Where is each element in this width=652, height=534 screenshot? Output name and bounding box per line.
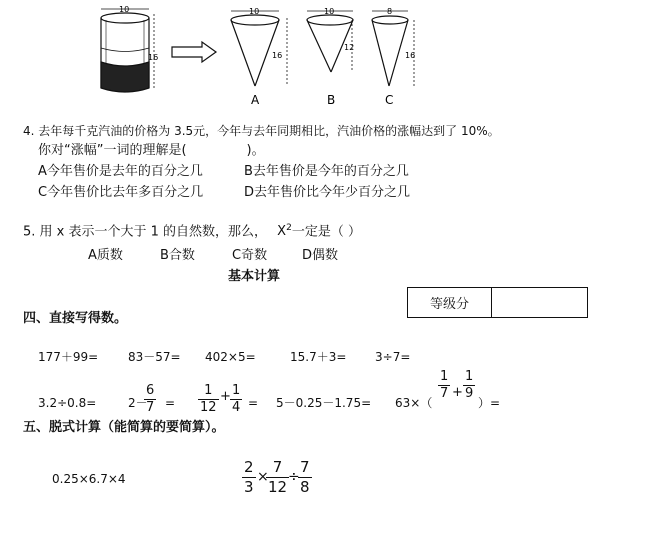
denominator: 4 xyxy=(232,400,241,415)
plus-sign: + xyxy=(220,389,231,404)
cylinder-cone-figure xyxy=(0,0,652,112)
q4-option-d: D去年售价比今年少百分之几 xyxy=(244,185,411,200)
numerator: 2 xyxy=(244,458,254,476)
fraction xyxy=(198,384,219,415)
cone-c-height-label: 16 xyxy=(405,51,416,60)
numerator: 1 xyxy=(465,369,474,384)
numerator: 6 xyxy=(146,383,155,398)
denominator: 3 xyxy=(244,478,254,496)
q4-line2-prefix: 你对“涨幅”一词的理解是( xyxy=(38,143,187,158)
fraction xyxy=(438,370,450,401)
calc-item: 5－0.25－1.75= xyxy=(276,396,372,410)
fraction xyxy=(230,384,242,415)
calc-item: = xyxy=(248,396,259,410)
cone-a-top-label: 10 xyxy=(249,7,260,16)
cone-b xyxy=(307,11,353,72)
calc-item: ）= xyxy=(478,396,501,410)
cone-a xyxy=(231,11,287,86)
q4-line1: 4. 去年每千克汽油的价格为 3.5元，今年与去年同期相比，汽油价格的涨幅达到了 10%。 xyxy=(23,124,500,138)
denominator: 9 xyxy=(465,386,474,401)
fraction xyxy=(144,384,156,415)
fraction xyxy=(266,459,289,496)
times-sign: × xyxy=(257,469,269,485)
numerator: 7 xyxy=(300,458,310,476)
numerator: 1 xyxy=(204,383,213,398)
q5-option-a: A质数 xyxy=(88,248,123,263)
cylinder xyxy=(101,9,154,92)
q4-line2 xyxy=(38,143,265,159)
q5-superscript: 2 xyxy=(286,223,292,233)
cone-c-top-label: 8 xyxy=(387,7,393,16)
expression-1: 0.25×6.7×4 xyxy=(52,472,126,486)
denominator: 12 xyxy=(268,478,288,496)
numerator: 1 xyxy=(440,369,449,384)
calc-item: 3.2÷0.8= xyxy=(38,396,97,410)
grade-value-cell[interactable] xyxy=(492,288,588,318)
q4-option-c: C今年售价比去年多百分之几 xyxy=(38,185,204,200)
grade-label: 等级分 xyxy=(408,288,492,318)
calc-item: 2－ xyxy=(128,396,148,410)
calc-item: 83－57= xyxy=(128,350,181,364)
q5-option-b: B合数 xyxy=(160,248,195,263)
calc-item: 402×5= xyxy=(205,350,256,364)
cone-a-height-label: 16 xyxy=(272,51,283,60)
denominator: 12 xyxy=(200,400,217,415)
calc-item: 15.7＋3= xyxy=(290,350,347,364)
section4-title: 四、直接写得数。 xyxy=(23,311,128,326)
cylinder-top-label: 10 xyxy=(119,5,130,14)
denominator: 7 xyxy=(146,400,155,415)
grade-table xyxy=(407,287,588,318)
calc-item: 3÷7= xyxy=(375,350,411,364)
cone-b-height-label: 12 xyxy=(344,43,355,52)
q4-line2-suffix: )。 xyxy=(246,143,265,158)
q5-suffix: 一定是（ ） xyxy=(291,224,361,240)
denominator: 7 xyxy=(440,386,449,401)
fraction xyxy=(463,370,475,401)
arrow-right-icon xyxy=(172,42,216,62)
calc-item: = xyxy=(165,396,176,410)
q5-x: X xyxy=(277,224,287,240)
q4-option-b: B去年售价是今年的百分之几 xyxy=(244,164,409,179)
plus-sign: + xyxy=(452,385,463,400)
q5-prefix: 5. 用 x 表示一个大于 1 的自然数，那么， xyxy=(23,224,268,240)
calc-item: 177＋99= xyxy=(38,350,99,364)
cone-a-label: A xyxy=(251,93,260,107)
denominator: 8 xyxy=(300,478,310,496)
q5-option-d: D偶数 xyxy=(302,248,339,263)
fraction xyxy=(242,459,256,496)
cylinder-height-label: 16 xyxy=(148,53,159,62)
cone-c-label: C xyxy=(385,93,394,107)
cone-c xyxy=(372,11,414,86)
section5-title: 五、脱式计算（能简算的要简算）。 xyxy=(23,420,225,435)
numerator: 1 xyxy=(232,383,241,398)
fraction xyxy=(298,459,312,496)
q5-option-c: C奇数 xyxy=(232,248,268,263)
cone-b-top-label: 10 xyxy=(324,7,335,16)
numerator: 7 xyxy=(272,458,283,476)
cone-b-label: B xyxy=(327,93,336,107)
basic-calc-title: 基本计算 xyxy=(228,269,281,284)
q5-stem xyxy=(23,220,361,240)
divide-sign: ÷ xyxy=(288,469,300,485)
calc-item: 63×（ xyxy=(395,396,433,410)
q4-option-a: A今年售价是去年的百分之几 xyxy=(38,164,203,179)
